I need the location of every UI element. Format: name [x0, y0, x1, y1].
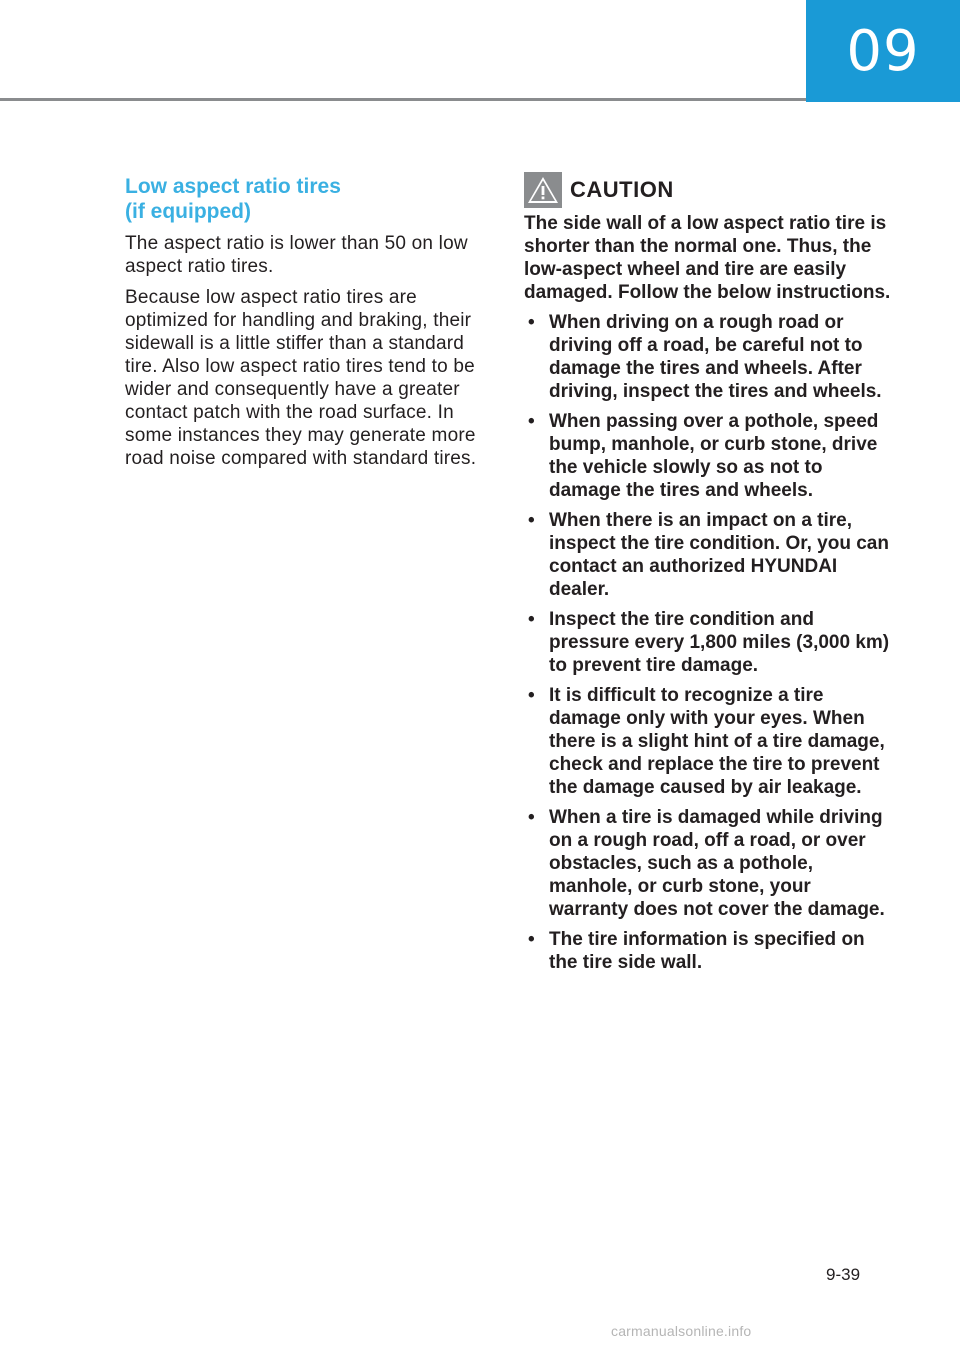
page-number: 9-39: [826, 1265, 861, 1284]
section-title: Low aspect ratio tires (if equipped): [125, 175, 341, 223]
list-item: • When driving on a rough road or driving off a road, be careful not to damage the tires and wheels. After driving, inspect the tires and wheels.: [524, 311, 892, 403]
caution-intro: The side wall of a low aspect ratio tire is shorter than the normal one. Thus, the low-aspect wheel and tire are easily damaged. Follow the below instructions.: [524, 213, 891, 303]
warning-triangle-icon: [524, 172, 562, 208]
list-item: • When there is an impact on a tire, inspect the tire condition. Or, you can contact an authorized HYUNDAI dealer.: [524, 509, 892, 601]
list-item: • When a tire is damaged while driving on a rough road, off a road, or over obstacles, such as a pothole, manhole, or curb stone, your warranty does not cover the damage.: [524, 806, 892, 921]
paragraph-aspect-ratio: The aspect ratio is lower than 50 on low aspect ratio tires.: [125, 233, 468, 277]
header-rule: [0, 98, 806, 101]
list-item: • The tire information is specified on the tire side wall.: [524, 928, 892, 974]
caution-box: [524, 172, 892, 981]
list-item: • It is difficult to recognize a tire damage only with your eyes. When there is a slight hint of a tire damage, check and replace the tire to prevent the damage caused by air leakage.: [524, 684, 892, 799]
chapter-tab: [806, 0, 960, 102]
paragraph-handling: Because low aspect ratio tires are optimized for handling and braking, their sidewall is a little stiffer than a standard tire. Also low aspect ratio tires tend to be wider and consequently have a greater contact patch with the road surface. In some instances they may generate more road noise compared with standard tires.: [125, 287, 477, 469]
caution-label: CAUTION: [570, 177, 674, 202]
left-column: [125, 174, 485, 478]
list-item: • Inspect the tire condition and pressure every 1,800 miles (3,000 km) to prevent tire damage.: [524, 608, 892, 677]
caution-list: [524, 311, 892, 974]
watermark: carmanualsonline.info: [611, 1323, 752, 1339]
list-item: • When passing over a pothole, speed bump, manhole, or curb stone, drive the vehicle slowly so as not to damage the tires and wheels.: [524, 410, 892, 502]
chapter-number: 09: [846, 18, 920, 84]
caution-header: [524, 172, 892, 208]
